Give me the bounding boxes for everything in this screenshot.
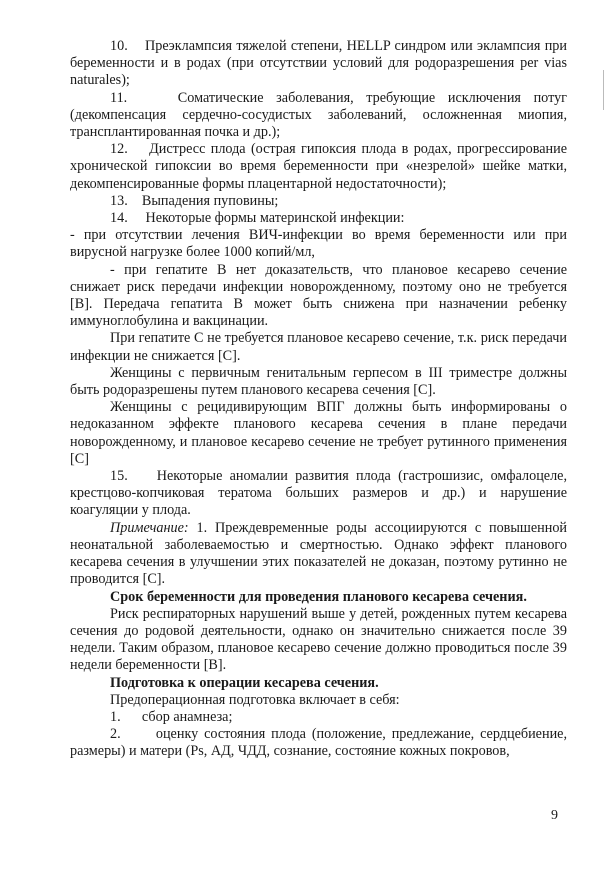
list-item-12 [70, 141, 567, 193]
document-page [70, 38, 567, 761]
note-paragraph [70, 520, 567, 589]
item-number: 2. [110, 726, 121, 743]
list-item-10 [70, 38, 567, 90]
item-text: Некоторые формы материнской инфекции: [145, 210, 405, 227]
item-text: Дистресс плода (острая гипоксия плода в родах, прогрессирование хронической гипоксии во время беременности при «незрелой» шейке матки, декомпенсированные формы плацентарной недостаточности); [70, 141, 567, 192]
paragraph-hepatitis-c: При гепатите С не требуется плановое кесарево сечение, т.к. риск передачи инфекции не снижается [С]. [70, 330, 567, 364]
item-number: 15. [110, 468, 128, 485]
list-item-13 [70, 193, 567, 210]
item-number: 13. [110, 192, 128, 209]
list-item-14 [70, 210, 567, 227]
section-heading-timing: Срок беременности для проведения планового кесарева сечения. [110, 588, 527, 605]
sub-item-hiv: - при отсутствии лечения ВИЧ-инфекции во время беременности или при вирусной нагрузке более 1000 копий/мл, [70, 227, 567, 261]
sub-item-hepatitis-b: - при гепатите В нет доказательств, что плановое кесарево сечение снижает риск передачи инфекции новорожденному, поэтому оно не требуется [В]. Передача гепатита В может быть снижена при назначении ребенку иммуноглобулина и вакцинации. [70, 261, 567, 330]
paragraph-preparation-intro: Предоперационная подготовка включает в себя: [110, 691, 400, 708]
list-item-11 [70, 90, 567, 142]
item-number: 10. [110, 38, 128, 54]
section-heading-preparation: Подготовка к операции кесарева сечения. [110, 674, 379, 691]
item-text: Соматические заболевания, требующие исключения потуг (декомпенсация сердечно-сосудистых заболеваний, осложненная миопия, трансплантированная почка и др.); [70, 89, 567, 141]
scan-edge-mark [603, 70, 604, 110]
paragraph-timing: Риск респираторных нарушений выше у детей, рожденных путем кесарева сечения до родовой деятельности, однако он значительно снижается после 39 недели. Таким образом, плановое кесарево сечение должно проводиться после 39 недели беременности [В]. [70, 605, 567, 674]
item-text: Преэклампсия тяжелой степени, HELLP синдром или эклампсия при беременности и в родах (при отсутствии условий для родоразрешения per vias naturales); [70, 38, 567, 89]
prep-item-1 [70, 709, 567, 726]
item-text: Выпадения пуповины; [141, 192, 279, 209]
prep-item-2 [70, 726, 567, 760]
item-number: 12. [110, 141, 128, 158]
list-item-15 [70, 468, 567, 520]
note-text: 1. Преждевременные роды ассоциируются с повышенной неонатальной заболеваемостью и смертностью. Однако эффект планового кесарева сечения в улучшении этих показателей не доказан, поэтому рутинно не проводится [С]. [70, 519, 568, 588]
item-number: 11. [110, 89, 128, 106]
paragraph-recurrent-hsv: Женщины с рецидивирующим ВПГ должны быть информированы о недоказанном эффекте планового кесарева сечения в плане передачи новорожденному, и плановое кесарево сечение не требует рутинного применения [С] [70, 399, 567, 467]
item-text: оценку состояния плода (положение, предлежание, сердцебиение, размеры) и матери (Ps, АД, ЧДД, сознание, состояние кожных покровов, [70, 726, 568, 760]
page-number: 9 [551, 808, 558, 823]
paragraph-primary-herpes: Женщины с первичным генитальным герпесом в III триместре должны быть родоразрешены путем планового кесарева сечения [С]. [70, 364, 567, 399]
item-text: сбор анамнеза; [141, 708, 233, 725]
item-number: 1. [110, 708, 121, 725]
item-text: Некоторые аномалии развития плода (гастрошизис, омфалоцеле, крестцово-копчиковая тератома больших размеров и др.) и нарушение коагуляции у плода. [70, 468, 568, 519]
item-number: 14. [110, 210, 128, 227]
note-label: Примечание: [110, 519, 189, 536]
